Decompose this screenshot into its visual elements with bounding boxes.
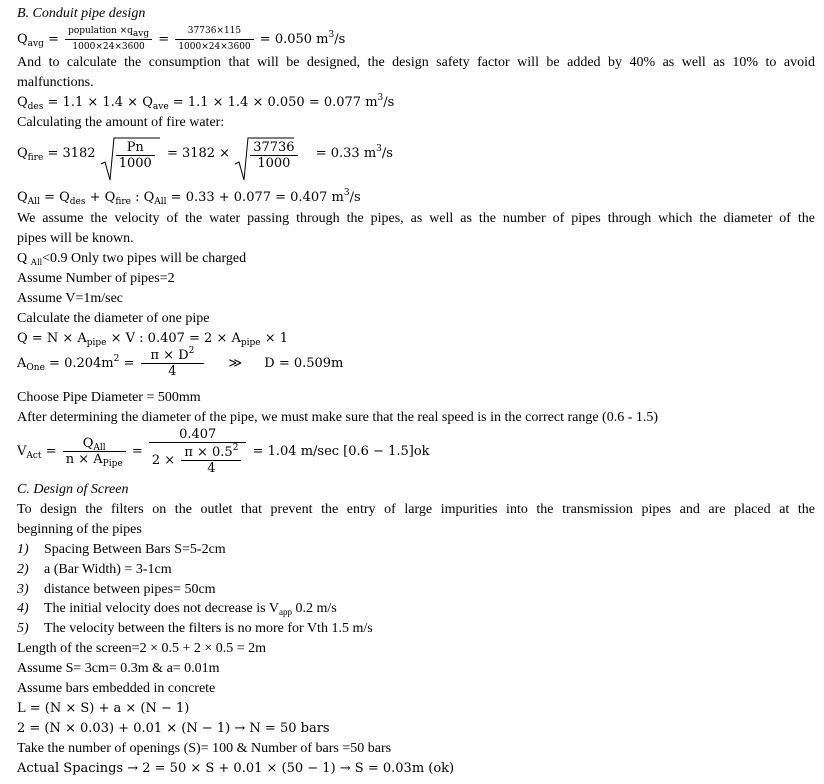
equation-qall: $Q_{All} = Q_{des} + Q_{fire}$ : $Q_{All} = 0.33 + 0.077 = 0.407$ $m^3/s$ (17, 188, 361, 207)
list-item-3: 3) distance between pipes= 50cm (17, 582, 216, 597)
equation-bars: 2 = (N × 0.03) + 0.01 × (N − 1) → N = 50 bars (17, 721, 330, 736)
section-b-heading: B. Conduit pipe design (17, 6, 146, 21)
list-item-5: 5) The velocity between the filters is no more for Vth 1.5 m/s (17, 621, 373, 636)
fraction-vact-formula: $\frac{Q_{All}}{n \times A_{Pipe}}$ (63, 436, 126, 467)
equation-aone: $A_{One} = 0.204m^2$ = $\frac{\pi \times D^2}{4}$ ≫ D = 0.509m (17, 346, 344, 379)
equation-qavg: $Q_{avg}$ = $\frac{population \times q_{avg}}{1000\times 24\times 3600}$ = $\frac{37736\times 115}{1000\times 24\times 3600}$ = 0.050 $m^3/s$ (17, 24, 345, 55)
list-item-2: 2) a (Bar Width) = 3-1cm (17, 562, 172, 577)
text-qall-note: Q $_{All}$<0.9 Only two pipes will be charged (17, 251, 247, 267)
section-c-heading: C. Design of Screen (17, 482, 129, 497)
paragraph-consumption-line2: malfunctions. (17, 75, 94, 90)
text-assume-velocity: Assume V=1m/sec (17, 291, 124, 306)
equation-q-pipe: $Q = N \times A_{pipe} \times V$ : $0.407 = 2 \times A_{pipe} \times 1$ (17, 331, 289, 348)
text-assume-pipes: Assume Number of pipes=2 (17, 271, 175, 286)
text-fire-water: Calculating the amount of fire water: (17, 115, 225, 130)
text-real-speed: After determining the diameter of the pipe, we must make sure that the real speed is in the correct range (0.6 - 1.5) (17, 410, 659, 425)
paragraph-velocity-line1: We assume the velocity of the water passing through the pipes, as well as the number of pipes through which the diameter of the (17, 211, 815, 226)
paragraph-consumption-line1: And to calculate the consumption that will be designed, the design safety factor will be added by 40% as well as 10% to avoid (17, 55, 815, 70)
sqrt-pn: $\frac{Pn}{1000}$ (100, 136, 157, 171)
equation-qfire: $Q_{fire} = 3182$ $\frac{Pn}{1000}$ = 3182 × $\frac{37736}{1000}$ = 0.33 $m^3/s$ (17, 136, 393, 182)
equation-actual-spacing: Actual Spacings → 2 = 50 × S + 0.01 × (50 − 1) → S = 0.03m (ok) (17, 761, 455, 776)
text-screen-length: Length of the screen=2 × 0.5 + 2 × 0.5 = 2m (17, 641, 267, 656)
text-assume-bars: Assume bars embedded in concrete (17, 681, 216, 696)
paragraph-filters-line2: beginning of the pipes (17, 522, 142, 537)
equation-qdes: $Q_{des} = 1.1 \times 1.4 \times Q_{ave} = 1.1 \times 1.4 \times 0.050 = 0.077$ $m^3/s$ (17, 93, 395, 112)
list-item-4: 4) The initial velocity does not decrease is $V_{app}$ 0.2 m/s (17, 601, 337, 617)
fraction-qavg-formula: $\frac{population \times q_{avg}}{1000\times 24\times 3600}$ (65, 24, 152, 55)
paragraph-filters-line1: To design the filters on the outlet that prevent the entry of large impurities into the transmission pipes and are placed at the (17, 502, 815, 517)
equation-vact: $V_{Act}$ = $\frac{Q_{All}}{n \times A_{Pipe}}$ = 0.407 2 × $\frac{\pi \times 0.5^2}{4}$ = 1.04 m/sec [0.6 − 1.5]ok (17, 427, 430, 476)
paragraph-velocity-line2: pipes will be known. (17, 231, 134, 246)
text-assume-spacing: Assume S= 3cm= 0.3m & a= 0.01m (17, 661, 220, 676)
fraction-vact-values: 0.407 2 × $\frac{\pi \times 0.5^2}{4}$ (149, 427, 247, 476)
sqrt-population: $\frac{37736}{1000}$ (234, 136, 299, 171)
list-item-1: 1) Spacing Between Bars S=5-2cm (17, 542, 226, 557)
equation-length: L = (N × S) + a × (N − 1) (17, 701, 190, 716)
text-choose-diameter: Choose Pipe Diameter = 500mm (17, 390, 201, 405)
text-calc-diameter: Calculate the diameter of one pipe (17, 311, 210, 326)
text-openings: Take the number of openings (S)= 100 & Number of bars =50 bars (17, 741, 392, 756)
fraction-qavg-values: $\frac{37736\times 115}{1000\times 24\times 3600}$ (175, 24, 253, 55)
fraction-area: $\frac{\pi \times D^2}{4}$ (141, 348, 205, 379)
